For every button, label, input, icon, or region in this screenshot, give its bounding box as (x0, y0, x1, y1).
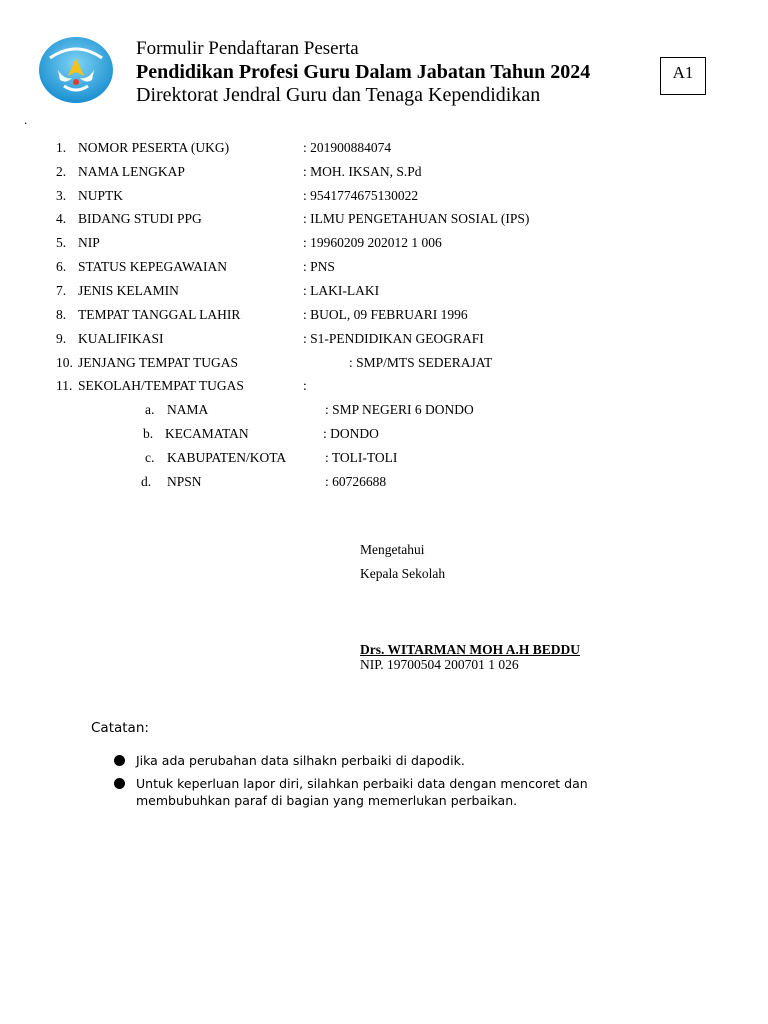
field-number: 6. (56, 259, 67, 274)
subfield-value: : TOLI-TOLI (325, 450, 398, 465)
tut-wuri-handayani-logo (38, 36, 114, 104)
field-label: NUPTK (78, 188, 124, 203)
field-value: : PNS (303, 259, 335, 274)
subfield-label: NPSN (167, 474, 202, 489)
field-label: STATUS KEPEGAWAIAN (78, 259, 227, 274)
field-value: : 201900884074 (303, 140, 392, 155)
field-value: : (303, 378, 307, 393)
field-value: : SMP/MTS SEDERAJAT (349, 355, 493, 370)
field-value: : 19960209 202012 1 006 (303, 235, 442, 250)
field-number: 2. (56, 164, 67, 179)
field-label: NOMOR PESERTA (UKG) (78, 140, 230, 155)
field-label: TEMPAT TANGGAL LAHIR (78, 307, 241, 322)
field-label: JENIS KELAMIN (78, 283, 179, 298)
subfield-letter: a. (145, 402, 155, 417)
signature-nip: NIP. 19700504 200701 1 026 (360, 657, 519, 672)
subfield-letter: b. (143, 426, 154, 441)
field-number: 10. (56, 355, 73, 370)
field-number: 11. (56, 378, 73, 393)
form-program-title: Pendidikan Profesi Guru Dalam Jabatan Tahun 2024 (136, 61, 591, 83)
bullet-icon (114, 778, 125, 789)
subfield-label: NAMA (167, 402, 209, 417)
field-value: : S1-PENDIDIKAN GEOGRAFI (303, 331, 484, 346)
field-label: KUALIFIKASI (78, 331, 164, 346)
note-text: Untuk keperluan lapor diri, silahkan perbaiki data dengan mencoret dan membubuhkan paraf di bagian yang memerlukan perbaikan. (136, 776, 588, 808)
form-title: Formulir Pendaftaran Peserta (136, 38, 359, 59)
subfield-value: : SMP NEGERI 6 DONDO (325, 402, 474, 417)
subfield-value: : 60726688 (325, 474, 387, 489)
subfield-letter: c. (145, 450, 155, 465)
field-number: 1. (56, 140, 67, 155)
field-value: : 9541774675130022 (303, 188, 419, 203)
form-directorate: Direktorat Jendral Guru dan Tenaga Kependidikan (136, 84, 541, 106)
stray-dot: . (24, 112, 28, 127)
field-number: 7. (56, 283, 67, 298)
subfield-letter: d. (141, 474, 152, 489)
field-value: : MOH. IKSAN, S.Pd (303, 164, 422, 179)
field-label: SEKOLAH/TEMPAT TUGAS (78, 378, 244, 393)
field-value: : ILMU PENGETAHUAN SOSIAL (IPS) (303, 211, 530, 226)
field-number: 4. (56, 211, 67, 226)
form-code-box: A1 (660, 57, 706, 95)
field-number: 8. (56, 307, 67, 322)
field-number: 9. (56, 331, 67, 346)
signature-acknowledge: Mengetahui (360, 542, 425, 557)
field-number: 3. (56, 188, 67, 203)
field-label: NAMA LENGKAP (78, 164, 185, 179)
subfield-label: KECAMATAN (165, 426, 249, 441)
subfield-value: : DONDO (323, 426, 379, 441)
field-label: NIP (78, 235, 100, 250)
field-number: 5. (56, 235, 67, 250)
signature-name: Drs. WITARMAN MOH A.H BEDDU (360, 642, 581, 657)
subfield-label: KABUPATEN/KOTA (167, 450, 287, 465)
notes-title: Catatan: (91, 720, 149, 736)
field-value: : BUOL, 09 FEBRUARI 1996 (303, 307, 468, 322)
note-text: Jika ada perubahan data silhakn perbaiki di dapodik. (136, 753, 465, 768)
field-value: : LAKI-LAKI (303, 283, 380, 298)
field-label: JENJANG TEMPAT TUGAS (78, 355, 239, 370)
bullet-icon (114, 755, 125, 766)
field-label: BIDANG STUDI PPG (78, 211, 202, 226)
signature-role: Kepala Sekolah (360, 566, 446, 581)
